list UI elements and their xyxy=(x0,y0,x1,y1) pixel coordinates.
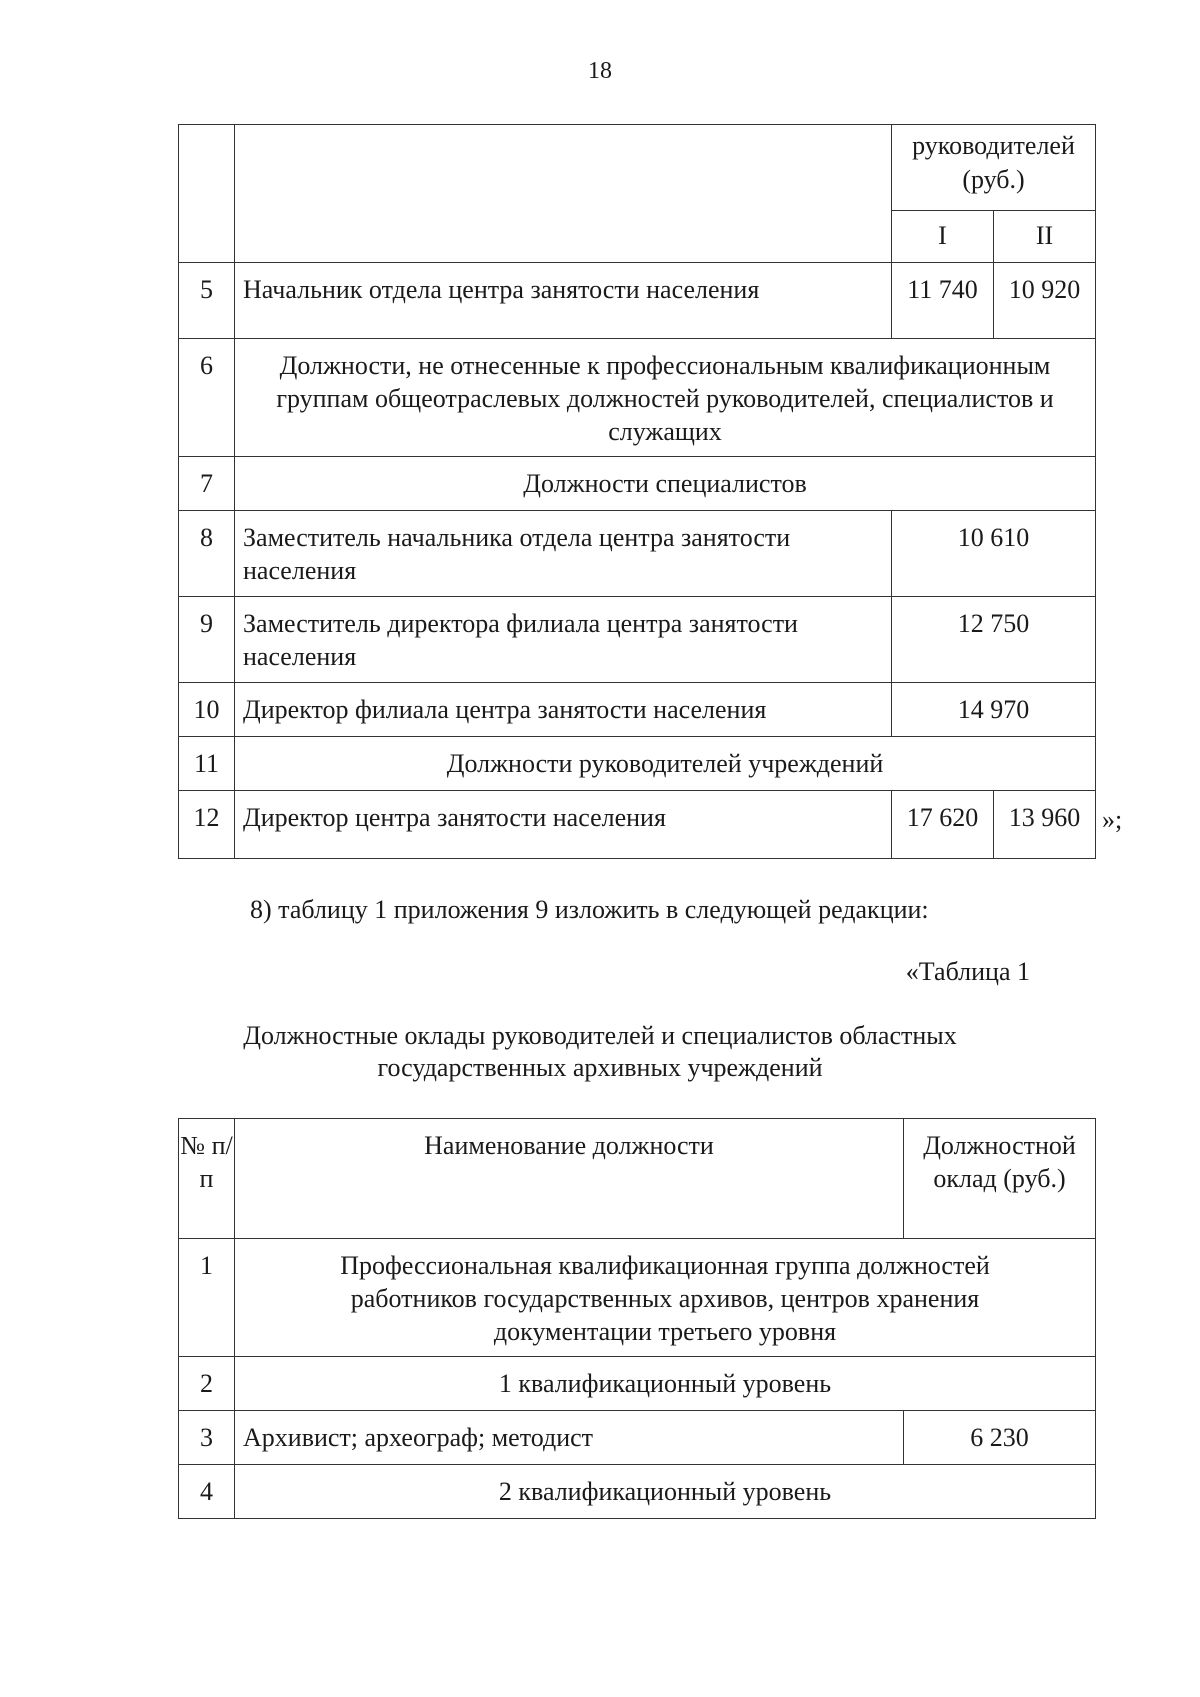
table-row: 10 Директор филиала центра занятости населения 14 970 xyxy=(179,683,1096,737)
table-row: 8 Заместитель начальника отдела центра занятости населения 10 610 xyxy=(179,511,1096,597)
instruction-text: 8) таблицу 1 приложения 9 изложить в следующей редакции: xyxy=(250,895,929,924)
table-title: Должностные оклады руководителей и специалистов областных государственных архивных учреждений xyxy=(243,1021,957,1082)
table-row: 4 2 квалификационный уровень xyxy=(179,1465,1096,1519)
table-row: 5 Начальник отдела центра занятости населения 11 740 10 920 xyxy=(179,263,1096,339)
header-sub-2: II xyxy=(994,211,1096,263)
table-row: 9 Заместитель директора филиала центра занятости населения 12 750 xyxy=(179,597,1096,683)
closing-quote: »; xyxy=(1102,805,1123,834)
page-number: 18 xyxy=(588,58,612,84)
header-empty-num xyxy=(179,125,235,263)
header-sub-1: I xyxy=(892,211,994,263)
header-salary: Должностной оклад (руб.) xyxy=(904,1119,1096,1239)
header-name: Наименование должности xyxy=(235,1119,904,1239)
archive-salary-table xyxy=(178,1118,1096,1519)
table-row: 1 Профессиональная квалификационная группа должностей работников государственных архивов, центров хранения документации третьего уровня xyxy=(179,1239,1096,1357)
table-row: 6 Должности, не отнесенные к профессиональным квалификационным группам общеотраслевых должностей руководителей, специалистов и служащих xyxy=(179,339,1096,457)
salary-table-continued xyxy=(178,124,1096,859)
table-row: 2 1 квалификационный уровень xyxy=(179,1357,1096,1411)
table-row: 11 Должности руководителей учреждений xyxy=(179,737,1096,791)
header-group-label: руководителей (руб.) xyxy=(892,125,1096,211)
header-empty-name xyxy=(235,125,892,263)
table-row: 12 Директор центра занятости населения 17 620 13 960 xyxy=(179,791,1096,859)
table-row: 7 Должности специалистов xyxy=(179,457,1096,511)
table-label: «Таблица 1 xyxy=(905,957,1030,986)
header-num: № п/п xyxy=(179,1119,235,1239)
table-row: 3 Архивист; археограф; методист 6 230 xyxy=(179,1411,1096,1465)
